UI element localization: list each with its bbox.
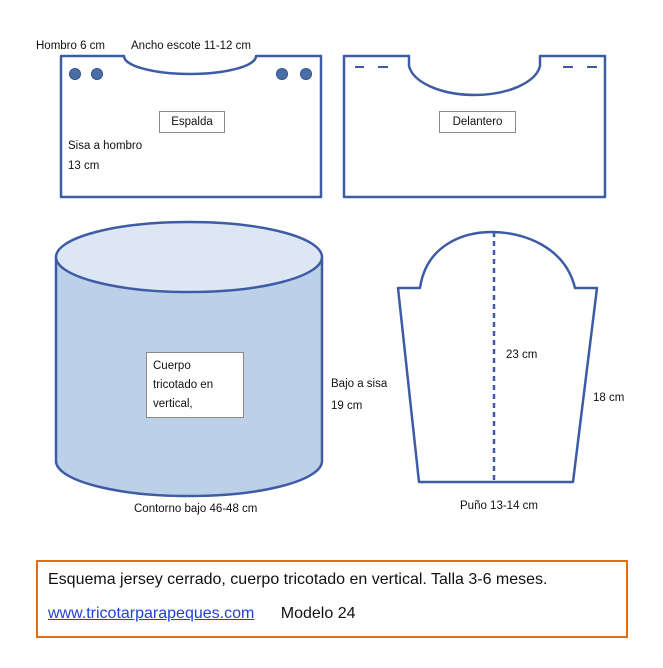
caption-text: Esquema jersey cerrado, cuerpo tricotado en vertical. Talla 3-6 meses. xyxy=(48,571,548,588)
caption-box xyxy=(36,560,628,638)
body-height-label-line2: 19 cm xyxy=(331,400,363,412)
body-note-box xyxy=(146,352,244,418)
body-cylinder-top xyxy=(56,222,322,292)
front-piece-tag: Delantero xyxy=(439,111,516,133)
button-icon xyxy=(70,69,81,80)
neck-width-label: Ancho escote 11-12 cm xyxy=(131,40,251,52)
button-icon xyxy=(277,69,288,80)
sleeve-center-label: 23 cm xyxy=(506,349,538,361)
sleeve-side-label: 18 cm xyxy=(593,392,625,404)
website-link[interactable]: www.tricotarparapeques.com xyxy=(48,605,255,622)
armhole-label-line2: 13 cm xyxy=(68,160,100,172)
body-note-line1: Cuerpo xyxy=(153,360,191,372)
shoulder-label: Hombro 6 cm xyxy=(36,40,106,52)
sleeve-outline xyxy=(398,232,597,482)
armhole-label-line1: Sisa a hombro xyxy=(68,140,143,152)
button-icon xyxy=(301,69,312,80)
body-note-line3: vertical, xyxy=(153,398,193,410)
body-bottom-label: Contorno bajo 46-48 cm xyxy=(134,503,258,515)
body-note-line2: tricotado en xyxy=(153,379,214,391)
button-icon xyxy=(92,69,103,80)
cuff-label: Puño 13-14 cm xyxy=(460,500,538,512)
body-height-label-line1: Bajo a sisa xyxy=(331,378,388,390)
back-piece-tag: Espalda xyxy=(159,111,225,133)
model-label: Modelo 24 xyxy=(280,605,356,622)
